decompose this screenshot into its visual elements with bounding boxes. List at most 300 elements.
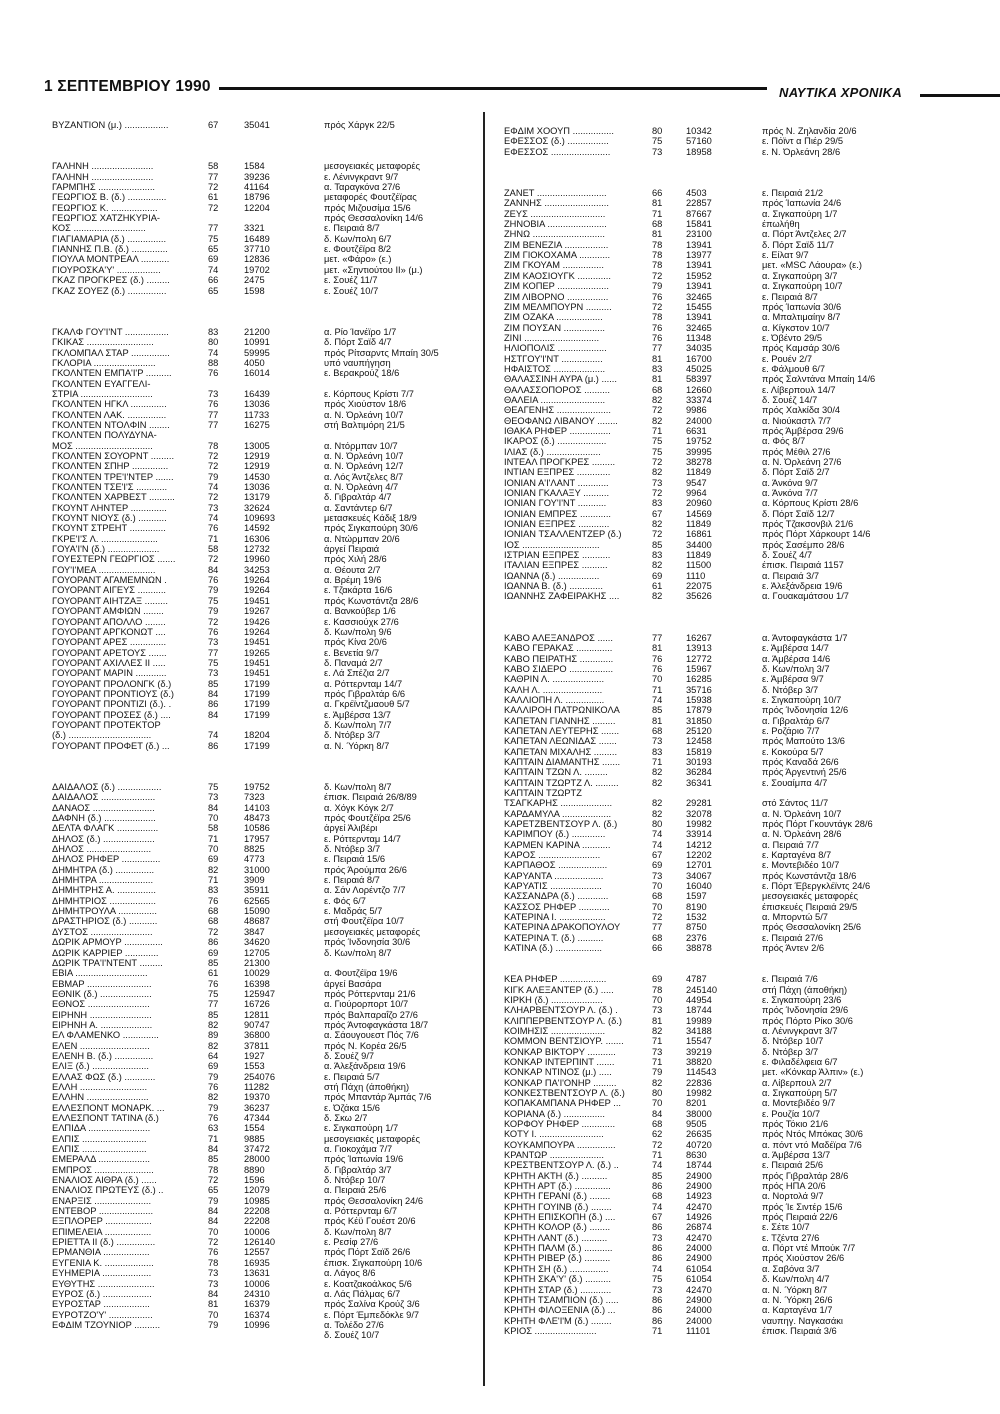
ship-entry [504, 850, 974, 860]
ship-name: ΖΗΝΟΒΙΑ ....................... [504, 219, 607, 230]
build-year: 71 [652, 684, 663, 695]
build-year: 71 [652, 756, 663, 767]
ship-entry [52, 648, 477, 658]
tonnage: 37472 [244, 1144, 270, 1155]
ship-name: ΔΗΛΟΣ ......................... [52, 844, 152, 855]
tonnage: 9505 [686, 1119, 707, 1129]
tonnage: 15967 [686, 663, 712, 674]
build-year: 76 [208, 368, 219, 379]
ship-name: ΔΑΦΝΗ (δ.) .................... [52, 813, 156, 824]
position-destination: α. Λάς Πάλμας 6/7 [324, 1288, 401, 1299]
tonnage: 8630 [686, 1150, 707, 1161]
ship-name: ΓΚΟΛΝΤΕΝ ΣΠΗΡ .............. [52, 461, 169, 472]
ship-name: ΓΟΥΟΡΑΝΤ ΠΡΟΝΤΙΟΥΣ (δ.) [52, 688, 175, 699]
ship-entry [52, 679, 477, 689]
position-destination: ε. Όβέντο 29/5 [762, 332, 823, 343]
build-year: 73 [208, 792, 219, 803]
ship-name: ΕΦΕΣΣΟΣ ....................... [504, 146, 611, 157]
ship-name: ΔΡΑΣΤΗΡΙΟΣ (δ.) ........... [52, 916, 158, 927]
ship-name: ΕΘΝΟΣ ........................ [52, 999, 150, 1010]
ship-entry [52, 389, 477, 399]
position-destination: έπωλήθη [762, 219, 800, 230]
position-destination: α. Άντοφαγκάστα 1/7 [762, 632, 848, 643]
spacer [52, 151, 477, 161]
ship-entry [504, 250, 974, 260]
ship-entry [52, 327, 477, 337]
tonnage: 34253 [244, 564, 270, 575]
tonnage: 13941 [686, 239, 712, 250]
ship-entry [52, 554, 477, 564]
ship-entry [52, 120, 477, 130]
ship-name: ΓΚΛΟΡΙΑ ........................ [52, 357, 156, 368]
build-year: 77 [652, 632, 663, 643]
ship-entry [504, 902, 974, 912]
ship-name: ΕΡΜΑΝΘΙΑ .................. [52, 1247, 150, 1258]
tonnage: 8190 [686, 901, 707, 912]
build-year: 80 [652, 126, 663, 136]
position-destination: μεσογειακές μεταφορές [762, 891, 859, 902]
position-destination: α. Ν. Όρλεάνη 27/6 [762, 457, 842, 467]
ship-entry [52, 286, 477, 296]
position-destination: α. Ταραγκόνα 27/6 [324, 182, 401, 193]
position-destination: δ. Σουέζ 14/7 [762, 394, 818, 405]
ship-name: ΓΚΟΛΝΤΕΝ ΤΣΕ'Ι'Σ ............ [52, 482, 168, 493]
ship-entry [504, 1036, 974, 1046]
position-destination: ε. Πειραιά 8/7 [324, 875, 380, 886]
tonnage: 12919 [244, 451, 270, 461]
position-destination: α. Ν. Όρλεάνη 10/7 [324, 451, 404, 461]
build-year: 75 [652, 446, 663, 457]
position-destination: στό Σάντος 11/7 [762, 798, 829, 809]
ship-name: ΓΟΥΟΡΑΝΤ ΠΡΟΣΕΣ (δ.) .... [52, 709, 171, 720]
position-destination: δ. Σκω 2/7 [324, 1113, 368, 1123]
build-year: 61 [208, 192, 219, 203]
ship-name: ΓΚΟΥΝΤ ΣΤΡΕΗΤ .............. [52, 523, 166, 534]
build-year: 71 [652, 1036, 663, 1047]
position-destination: δ. Γιβραλτάρ 3/7 [324, 1164, 392, 1175]
tonnage: 3847 [244, 926, 265, 937]
ship-name: ΓΚΙΚΑΣ .......................... [52, 337, 154, 348]
tonnage: 1554 [244, 1123, 265, 1134]
spacer [504, 623, 974, 633]
tonnage: 14592 [244, 523, 270, 534]
ship-entry [504, 333, 974, 343]
position-destination: ε. Κοκούρα 5/7 [762, 746, 824, 757]
build-year: 82 [652, 767, 663, 778]
ship-name: ΙΟΝΙΑΝ ΓΟΥ'Ι'ΝΤ ........... [504, 498, 607, 509]
ship-entry [504, 1181, 974, 1191]
ship-name: ΓΟΥΟΡΑΝΤ ΠΡΟΦΕΤ (δ.) ... [52, 740, 170, 751]
ship-name: ΚΡΗΤΗ ΤΣΑΜΠΙΟΝ (δ.) ..... [504, 1294, 619, 1305]
ship-entry [52, 244, 477, 254]
tonnage: 38820 [686, 1056, 712, 1067]
build-year: 84 [208, 802, 219, 813]
ship-entry [52, 275, 477, 285]
position-destination: πρός Θεσσαλονίκη 24/6 [324, 1195, 424, 1206]
position-destination: ε. Φιλαδέλφεια 6/7 [762, 1056, 838, 1067]
ship-name: ΓΟΥΟΡΑΝΤ ΑΡΕΣ .............. [52, 637, 167, 648]
ship-entry [504, 1305, 974, 1315]
tonnage: 125947 [244, 988, 276, 999]
position-destination: δ. Κων/πολη 3/7 [762, 663, 830, 674]
tonnage: 19960 [244, 554, 270, 565]
position-destination: ε. Άμβέρσα 14/7 [762, 643, 829, 654]
build-year: 86 [652, 1305, 663, 1316]
ship-name: ΔΗΜΗΤΡΑ (δ.) ............... [52, 864, 155, 875]
ship-name: ΓΚΑΛΦ ΓΟΥ'Ι'ΝΤ ................. [52, 326, 169, 337]
ship-entry [504, 860, 974, 870]
position-destination: υπό ναυπήγηση [324, 357, 391, 368]
position-destination: α. Κόρπους Κρίστι 28/6 [762, 498, 859, 509]
position-destination: α. Σιγκαπούρη 10/7 [762, 281, 843, 292]
ship-entry [504, 219, 974, 229]
position-destination: ε. Όζάκα 15/6 [324, 1102, 380, 1113]
build-year: 76 [208, 895, 219, 906]
position-destination: πρός Γιβραλτάρ 28/6 [762, 1170, 849, 1181]
ship-name: ΓΟΥΟΡΑΝΤ ΑΙΗΤΖΑΞ ......... [52, 595, 168, 606]
position-destination: α. Πειραιά 7/7 [762, 839, 820, 850]
ship-entry [504, 767, 974, 777]
ship-entry [52, 710, 477, 720]
build-year: 70 [208, 844, 219, 855]
ship-entry [52, 906, 477, 916]
ship-name: ΙΟΝΙΑΝ ΓΚΑΛΑΞΥ .......... [504, 488, 610, 499]
position-destination: πρός Ίνδονησία 29/6 [762, 1005, 849, 1016]
tonnage: 12701 [686, 860, 712, 871]
position-destination: α. Σιγκαπούρη 1/7 [762, 208, 838, 219]
position-destination: α. Σαβόνα 3/7 [762, 1263, 820, 1274]
position-destination: στή Βαλτιμόρη 21/5 [324, 419, 405, 430]
build-year: 73 [208, 1268, 219, 1279]
position-destination: μετ. «Φάρο» (ε.) [324, 254, 392, 265]
ship-name: ΕΥΡΟΣΤΑΡ .................. [52, 1299, 150, 1310]
position-destination: δ. Πόρτ Σαϊδ 11/7 [762, 239, 834, 250]
position-destination: πρός Χάργκ 22/5 [324, 120, 395, 130]
ship-name: ΚΑΡΥΑΤΙΣ .................... [504, 881, 602, 892]
build-year: 70 [652, 994, 663, 1005]
position-destination: α. Νιούκαστλ 7/7 [762, 415, 832, 426]
build-year: 71 [652, 1150, 663, 1161]
position-destination: πρός Κωνστάντζα 18/6 [762, 870, 857, 881]
build-year: 76 [208, 575, 219, 586]
tonnage: 114543 [686, 1067, 717, 1078]
ship-entry [52, 172, 477, 182]
tonnage: 6631 [686, 425, 707, 436]
position-destination: α. Ρόττερνταμ 14/7 [324, 678, 403, 689]
position-destination: α. Μπορντώ 5/7 [762, 912, 828, 923]
ship-entry [52, 1299, 477, 1309]
tonnage: 1110 [686, 570, 706, 581]
ship-entry [504, 974, 974, 984]
ship-name: ΙΝΤΙΑΝ ΕΞΠΡΕΣ ............. [504, 467, 611, 478]
ship-name: ΕΡΙΕΤΤΑ ΙΙ (δ.) ............... [52, 1237, 156, 1248]
build-year: 70 [652, 674, 663, 685]
tonnage: 12836 [244, 254, 270, 265]
ship-entry [504, 1098, 974, 1108]
ship-entry [52, 1123, 477, 1133]
tonnage: 12079 [244, 1185, 270, 1196]
build-year: 74 [652, 839, 663, 850]
position-destination: δ. Ντόβερ 10/7 [762, 1036, 824, 1047]
ship-entry [504, 343, 974, 353]
ship-name: ΖΑΝΕΤ ........................... [504, 188, 607, 199]
position-destination: πρός Ν. Ζηλανδία 20/6 [762, 126, 857, 136]
ship-name: ΚΑΡΥΑΝΤΑ ................... [504, 870, 604, 881]
build-year: 86 [652, 1294, 663, 1305]
ship-name: ΚΑΤΕΡΙΝΑ Ι. .................. [504, 912, 606, 923]
build-year: 65 [208, 1185, 219, 1196]
ship-entry [52, 844, 477, 854]
page-header [44, 78, 974, 102]
ship-entry [504, 374, 974, 384]
position-destination: πρός Ίαπωνία 19/6 [324, 1154, 404, 1165]
ship-name: ΓΙΟΥΛΑ ΜΟΝΤΡΕΑΛ ........... [52, 254, 170, 265]
ship-name: ΕΛΛΑΣ ΦΩΣ (δ.) ............ [52, 1071, 156, 1082]
ship-entry [504, 747, 974, 757]
tonnage: 1927 [244, 1050, 265, 1061]
tonnage: 17199 [244, 688, 270, 699]
tonnage: 13631 [244, 1268, 270, 1279]
ship-name: ΓΟΥΟΡΑΝΤ ΑΡΕΤΟΥΣ ....... [52, 647, 167, 658]
position-destination: πρός Χαλκίδα 30/4 [762, 405, 841, 416]
tonnage: 19982 [686, 1087, 712, 1098]
ship-entry [504, 571, 974, 581]
tonnage: 16014 [244, 368, 270, 379]
tonnage: 12772 [686, 653, 712, 664]
tonnage: 16700 [686, 353, 712, 364]
build-year: 82 [652, 1077, 663, 1088]
build-year: 70 [208, 1226, 219, 1237]
ship-entry [504, 560, 974, 570]
position-destination: πρός Ρίτσαρντς Μπαίη 30/5 [324, 347, 439, 358]
ship-entry [52, 1082, 477, 1092]
ship-name: ΜΟΣ .............................. [52, 440, 153, 451]
ship-name: ΓΟΥΟΡΑΝΤ ΑΧΙΛΛΕΣ ΙΙ ..... [52, 657, 166, 668]
build-year: 72 [208, 926, 219, 937]
ship-entry [52, 492, 477, 502]
ship-name: ΚΕΑ ΡΗΦΕΡ .................. [504, 974, 607, 985]
ship-name: ΔΗΜΗΤΡΟΥΛΑ ............... [52, 906, 157, 917]
position-destination: ε. Είλατ 9/7 [762, 250, 809, 261]
position-destination: α. Πόρτ Άντζελες 2/7 [762, 229, 847, 240]
position-destination: ε. Κοατζακοάλκος 5/6 [324, 1278, 412, 1289]
tonnage: 15547 [686, 1036, 712, 1047]
ship-entry [52, 410, 477, 420]
position-destination: πρός Μέθιλ 27/6 [762, 446, 831, 457]
ship-name: ΚΑΡΙΜΠΟΥ (δ.) ............. [504, 829, 606, 840]
build-year: 58 [208, 161, 219, 172]
ship-name: ΕΦΔΙΜ ΧΟΟΥΠ ................ [504, 126, 614, 136]
position-destination: α. Καρταγένα 1/7 [762, 1305, 833, 1316]
ship-name: ΔΑΙΔΑΛΟΣ ..................... [52, 792, 156, 803]
build-year: 76 [208, 626, 219, 637]
ship-entry [52, 1175, 477, 1185]
tonnage: 16489 [244, 233, 270, 244]
ship-entry [52, 337, 477, 347]
position-destination: ε. Καρταγένα 8/7 [762, 850, 832, 861]
ship-name: ΘΕΑΓΕΝΗΣ ..................... [504, 405, 611, 416]
ship-name: ΓΟΥΕΣΤΕΡΝ ΓΕΩΡΓΙΟΣ ....... [52, 554, 176, 565]
ship-list-left-column [52, 120, 477, 1341]
tonnage: 19451 [244, 595, 270, 606]
ship-name: ΚΑΠΤΑΙΝ ΤΖΩΝ Λ. ......... [504, 767, 608, 778]
build-year: 69 [652, 974, 663, 985]
ship-entry [52, 916, 477, 926]
ship-entry [52, 1061, 477, 1071]
ship-name: ΓΚΡΕ'Ι'Σ Λ. ...................... [52, 533, 158, 544]
ship-entry [504, 426, 974, 436]
ship-entry [504, 1129, 974, 1139]
ship-name: ΓΚΟΛΝΤΕΝ ΧΑΡΒΕΣΤ .......... [52, 492, 175, 503]
tonnage: 9885 [244, 1133, 265, 1144]
tonnage: 1598 [244, 285, 265, 296]
ship-name: ΙΘΑΚΑ ΡΗΦΕΡ ................ [504, 425, 611, 436]
tonnage: 9547 [686, 477, 707, 488]
ship-entry [52, 420, 477, 430]
tonnage: 11849 [686, 467, 712, 478]
tonnage: 14212 [686, 839, 712, 850]
position-destination: α. Ντώρμπαν 20/6 [324, 533, 400, 544]
build-year: 76 [208, 399, 219, 410]
position-destination: δ. Κων/πολη 8/7 [324, 1226, 392, 1237]
ship-name: ΖΙΜ ΠΟΥΣΑΝ ................ [504, 322, 606, 333]
ship-entry [52, 1103, 477, 1113]
tonnage: 15090 [244, 906, 270, 917]
ship-entry [52, 989, 477, 999]
ship-entry [504, 933, 974, 943]
ship-name: ΓΚΟΥΝΤ ΝΙΟΥΣ (δ.) ........... [52, 513, 167, 524]
build-year: 86 [652, 1253, 663, 1264]
ship-entry [52, 358, 477, 368]
ship-name: ΕΠΙΜΕΛΕΙΑ .................. [52, 1226, 152, 1237]
ship-name: ΚΟΝΚΑΡ ΠΑ'Ι'ΟΝΗΡ ......... [504, 1077, 617, 1088]
ship-name: ΓΚΟΥΝΤ ΛΗΝΤΕΡ .............. [52, 502, 167, 513]
ship-name: ΓΟΥΟΡΑΝΤ ΑΠΟΛΛΟ ........ [52, 616, 166, 627]
build-year: 86 [208, 740, 219, 751]
ship-entry [52, 1134, 477, 1144]
build-year: 72 [208, 554, 219, 565]
ship-entry [52, 254, 477, 264]
tonnage: 254076 [244, 1071, 276, 1082]
build-year: 77 [208, 409, 219, 420]
position-destination: α. Βρέμη 19/6 [324, 575, 382, 586]
position-destination: α. Λένινγκραντ 3/7 [762, 1025, 838, 1036]
ship-name: ΔΩΡΙΚ ΤΡΑ'Ι'ΝΤΕΝΤ ......... [52, 957, 163, 968]
build-year: 75 [652, 136, 663, 147]
build-year: 71 [652, 208, 663, 219]
build-year: 77 [208, 419, 219, 430]
build-year: 68 [652, 725, 663, 736]
build-year: 73 [208, 502, 219, 513]
ship-name: ΕΥΓΕΝΙΑ Κ. ................... [52, 1257, 154, 1268]
build-year: 72 [652, 912, 663, 923]
position-destination: ε. Ρόττερνταμ 14/7 [324, 833, 401, 844]
ship-name: ΖΙΜ ΒΕΝΕΖΙΑ ................. [504, 239, 609, 250]
ship-entry [52, 689, 477, 699]
build-year: 69 [652, 570, 663, 581]
build-year: 71 [208, 875, 219, 886]
position-destination: πρός Άντοφαγκάστα 18/7 [324, 1019, 429, 1030]
position-destination: στή Πάχη (άποθήκη) [324, 1081, 410, 1092]
tonnage: 17199 [244, 678, 270, 689]
tonnage: 21300 [244, 957, 270, 968]
build-year: 69 [652, 860, 663, 871]
ship-name: ΕΙΡΗΝΗ ........................ [52, 1009, 152, 1020]
ship-entry [504, 550, 974, 560]
build-year: 67 [652, 1212, 663, 1223]
build-year: 88 [208, 357, 219, 368]
tonnage: 39219 [686, 1046, 712, 1057]
tonnage: 16861 [686, 529, 712, 540]
ship-name: ΔΩΡΙΚ ΑΡΜΟΥΡ ............... [52, 937, 163, 948]
position-destination: α. Ν. Ύόρκη 8/7 [762, 1284, 828, 1295]
position-destination: ε. Λένινγκραντ 9/7 [324, 171, 399, 182]
ship-entry [52, 1154, 477, 1164]
position-destination: πρός Πόρτ Χάρκουρτ 14/6 [762, 529, 871, 540]
ship-entry [52, 865, 477, 875]
position-destination: στή Πάχη (άποθήκη) [762, 984, 848, 995]
build-year: 72 [208, 451, 219, 461]
build-year: 76 [652, 653, 663, 664]
position-destination: πρός ΗΠΑ 20/6 [762, 1181, 826, 1192]
build-year: 78 [208, 1164, 219, 1175]
build-year: 76 [208, 523, 219, 534]
ship-name: ΓΕΩΡΓΙΟΣ ΧΑΤΖΗΚΥΡΙΑ- [52, 213, 161, 224]
build-year: 86 [652, 1222, 663, 1233]
position-destination: α. Ν. Ύόρκη 26/6 [762, 1294, 833, 1305]
tonnage: 13005 [244, 440, 270, 451]
ship-name: ΚΟΡΦΟΥ ΡΗΦΕΡ ............. [504, 1119, 616, 1129]
ship-entry [504, 819, 974, 829]
position-destination: α. Ντόρμπαν 10/7 [324, 440, 398, 451]
position-destination: δ. Ντόβερ 3/7 [324, 844, 381, 855]
ship-name: ΚΑΠΕΤΑΝ ΓΙΑΝΝΗΣ ......... [504, 715, 616, 726]
position-destination: α. πόντ ντό Μαδέϊρα 7/6 [762, 1139, 862, 1150]
tonnage: 34620 [244, 937, 270, 948]
ship-entry [52, 161, 477, 171]
tonnage: 15938 [686, 694, 712, 705]
position-destination: μετ. «Κόνκαρ Άλπιν» (ε.) [762, 1067, 864, 1078]
build-year: 68 [208, 916, 219, 927]
ship-name: ΘΕΟΦΑΝΩ ΛΙΒΑΝΟΥ ........ [504, 415, 618, 426]
build-year: 83 [652, 363, 663, 374]
ship-entry [52, 627, 477, 637]
build-year: 65 [208, 244, 219, 255]
build-year: 80 [208, 337, 219, 348]
tonnage: 16379 [244, 1299, 270, 1310]
position-destination: δ. Γιβραλτάρ 4/7 [324, 492, 392, 503]
tonnage: 42470 [686, 1232, 712, 1243]
tonnage: 24000 [686, 1315, 712, 1326]
ship-name: ΚΑΤΕΡΙΝΑ ΔΡΑΚΟΠΟΥΛΟΥ [504, 922, 621, 933]
tonnage: 7323 [244, 792, 265, 803]
build-year: 67 [652, 850, 663, 861]
build-year: 69 [208, 947, 219, 958]
build-year: 79 [652, 281, 663, 292]
position-destination: πρός Βαλπαραΐζο 27/6 [324, 1009, 418, 1020]
build-year: 77 [208, 999, 219, 1010]
ship-name: ΙΟΝΙΑΝ ΤΣΑΛΛΕΝΤΖΕΡ (δ.) [504, 529, 622, 540]
spacer [504, 157, 974, 167]
position-destination: α. Σιγκαπούρη 3/7 [762, 270, 838, 281]
tonnage: 3321 [244, 223, 265, 234]
tonnage: 15455 [686, 301, 712, 312]
ship-name: ΕΝΑΛΙΟΣ ΠΡΩΤΕΥΣ (δ.) .. [52, 1185, 164, 1196]
tonnage: 11849 [686, 550, 712, 561]
tonnage: 24310 [244, 1288, 270, 1299]
tonnage: 12732 [244, 544, 270, 555]
ship-entry [52, 1247, 477, 1257]
